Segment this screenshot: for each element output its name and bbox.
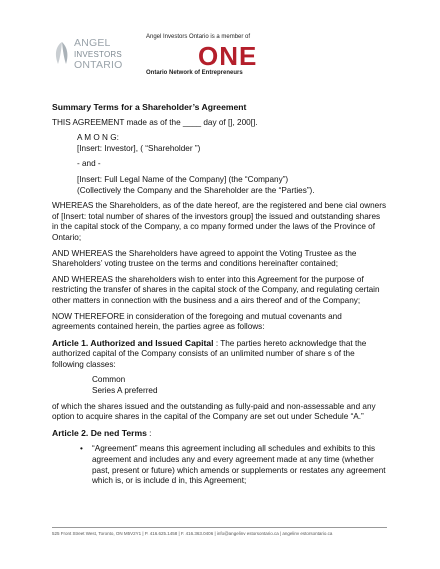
and-line: - and -	[77, 159, 101, 169]
angel-line-1: ANGEL	[74, 37, 111, 49]
member-text: Angel Investors Ontario is a member of	[146, 34, 251, 40]
bullet-icon: •	[80, 444, 83, 454]
article-2-colon: :	[146, 428, 152, 438]
company-line: [Insert: Full Legal Name of the Company] (the “Company”)	[77, 174, 289, 184]
share-class-common: Common	[92, 375, 126, 385]
whereas-paragraph-3: AND WHEREAS the shareholders wish to enter into this Agreement for the purpose of restricting the transfer of shares in the capital stock of the Company, and regulating certain other matters in connection with the business and a airs thereof and of the Company;	[52, 274, 380, 305]
parties-line: (Collectively the Company and the Shareholder are the “Parties”).	[77, 185, 315, 195]
one-subtitle: Ontario Network of Entrepreneurs	[146, 70, 243, 76]
angel-wing-icon	[52, 40, 72, 70]
article-2-title: Article 2. De ned Terms	[52, 427, 147, 438]
issued-shares-paragraph: of which the shares issued and the outstanding as fully-paid and non-assessable and any option to acquire shares in the capital of the Company are set out under Schedule “A.”	[52, 401, 376, 422]
angel-line-2: INVESTORS	[74, 50, 122, 59]
document-title: Summary Terms for a Shareholder’s Agreement	[52, 102, 247, 112]
angel-investors-logo	[52, 38, 144, 74]
document-body	[52, 102, 387, 491]
one-network-logo	[146, 34, 296, 78]
article-1	[52, 338, 387, 371]
letterhead	[52, 32, 397, 80]
whereas-paragraph-2: AND WHEREAS the Shareholders have agreed to appoint the Voting Trustee as the Shareholders’ voting trustee on the terms and conditions hereinafter contained;	[52, 248, 357, 269]
article-1-title: Article 1. Authorized and Issued Capital	[52, 337, 214, 348]
whereas-paragraph-1: WHEREAS the Shareholders, as of the date hereof, are the registered and bene cial owners of [Insert: total number of shares of the investors group] the issued and outstanding shares in the capital stock of the Company, a co mpany formed under the laws of the Province of Ontario;	[52, 201, 387, 242]
definition-agreement: “Agreement” means this agreement including all schedules and exhibits to this agreement and includes any and every agreement made at any time (whether past, present or future) which amends or supplements or restates any agreement which is, or is include d in, this Agreement;	[92, 444, 386, 486]
investor-line: [Insert: Investor], ( “Shareholder ”)	[77, 143, 201, 153]
footer-contact: 525 Front Street West, Toronto, ON M5V2Y1 | P. 416.625.1458 | F. 416.363.0406 | info@angelinv estorsontario.ca | angelinv estorsontario.ca	[52, 527, 387, 536]
among-line: A M O N G:	[77, 133, 119, 143]
angel-line-3: ONTARIO	[74, 59, 123, 71]
one-logo-text: ONE	[198, 41, 258, 71]
now-therefore-paragraph: NOW THEREFORE in consideration of the foregoing and mutual covenants and agreements contained herein, the parties agree as follows:	[52, 311, 342, 332]
article-1-text: : The parties hereto acknowledge that the authorized capital of the Company consists of an unlimited number of share s of the following classes:	[52, 338, 367, 369]
share-class-series-a: Series A preferred	[92, 386, 158, 396]
definition-item	[52, 444, 387, 486]
intro-line: THIS AGREEMENT made as of the ____ day of [], 200[].	[52, 117, 258, 127]
article-2	[52, 428, 387, 440]
